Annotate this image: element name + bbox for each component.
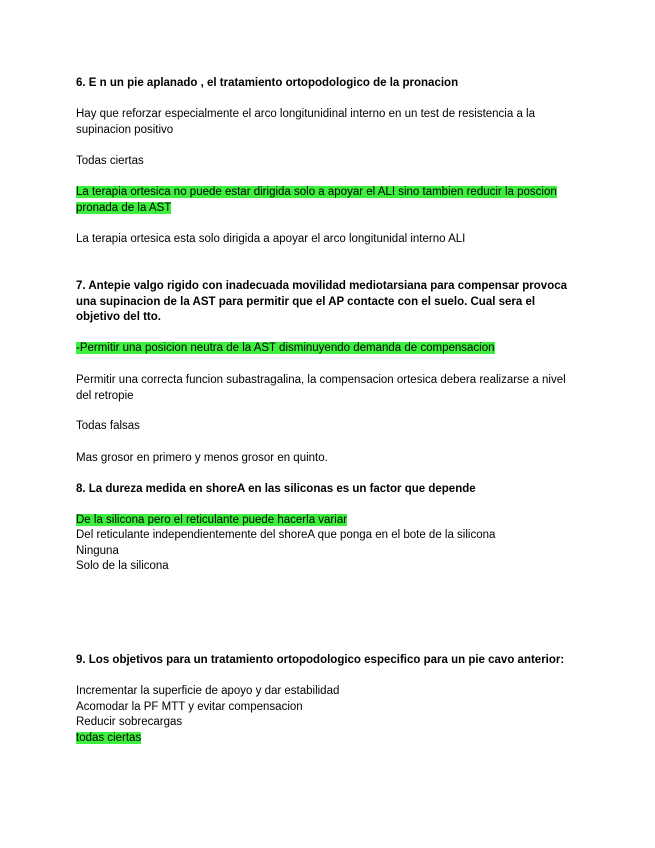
- correct-answer-highlight: De la silicona pero el reticulante puede hacerla variar: [76, 514, 348, 526]
- correct-answer-highlight: La terapia ortesica no puede estar dirigida solo a apoyar el ALI sino tambien reducir la poscion pronada de la AST: [76, 186, 557, 214]
- question-8-option-4: Solo de la silicona: [76, 560, 169, 572]
- question-6-option-1: Hay que reforzar especialmente el arco longitunidinal interno en un test de resistencia a la supinacion positivo: [76, 108, 535, 136]
- question-9-option-3: Reducir sobrecargas: [76, 716, 183, 728]
- question-7-title: 7. Antepie valgo rigido con inadecuada movilidad mediotarsiana para compensar provoca una supinacion de la AST para permitir que el AP contacte con el suelo. Cual sera el objetivo del tto.: [76, 280, 568, 323]
- question-9-title: 9. Los objetivos para un tratamiento ortopodologico especifico para un pie cavo anterior:: [76, 654, 565, 666]
- question-9-option-4-correct: [76, 731, 576, 747]
- question-9-option-1: Incrementar la superficie de apoyo y dar estabilidad: [76, 685, 340, 697]
- question-6-title: 6. E n un pie aplanado , el tratamiento ortopodologico de la pronacion: [76, 77, 459, 89]
- question-8-option-3: Ninguna: [76, 545, 119, 557]
- question-9-option-2: Acomodar la PF MTT y evitar compensacion: [76, 701, 303, 713]
- question-6-option-3-correct: [76, 185, 576, 216]
- question-7-option-4: Mas grosor en primero y menos grosor en quinto.: [76, 452, 328, 464]
- question-8-option-1-correct: [76, 513, 576, 529]
- question-8-title: 8. La dureza medida en shoreA en las siliconas es un factor que depende: [76, 483, 476, 495]
- question-6-option-2: Todas ciertas: [76, 155, 144, 167]
- question-8-option-2: Del reticulante independientemente del shoreA que ponga en el bote de la silicona: [76, 529, 496, 541]
- question-6-option-4: La terapia ortesica esta solo dirigida a apoyar el arco longitunidal interno ALI: [76, 233, 466, 245]
- question-7-option-1-correct: [76, 341, 576, 357]
- question-7-option-3: Todas falsas: [76, 420, 140, 432]
- correct-answer-highlight: -Permitir una posicion neutra de la AST disminuyendo demanda de compensacion: [76, 342, 495, 354]
- correct-answer-highlight: todas ciertas: [76, 732, 142, 744]
- question-7-option-2: Permitir una correcta funcion subastragalina, la compensacion ortesica debera realizarse a nivel del retropie: [76, 374, 566, 402]
